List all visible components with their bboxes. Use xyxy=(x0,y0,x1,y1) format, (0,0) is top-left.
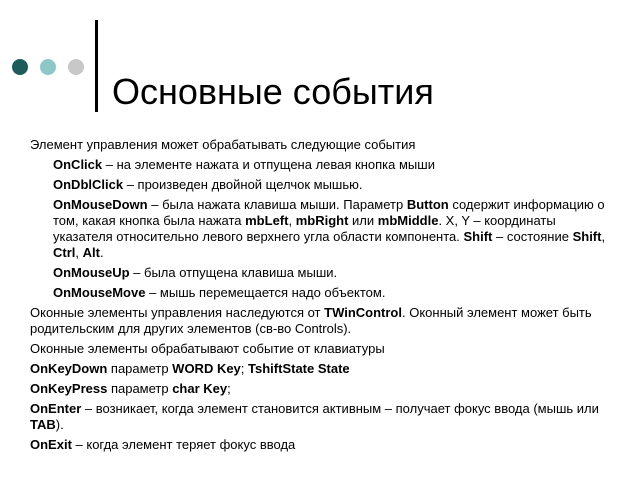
text-segment: или xyxy=(348,213,378,228)
text-segment: – когда элемент теряет фокус ввода xyxy=(71,437,296,452)
text-segment: ). xyxy=(55,417,64,432)
text-segment: Оконные элементы обрабатывают событие от клавиатуры xyxy=(30,341,385,356)
bold-term: Alt xyxy=(82,245,100,260)
bold-term: WORD Key xyxy=(172,361,241,376)
paragraph xyxy=(30,157,615,173)
bold-term: OnMouseMove xyxy=(53,285,146,300)
bold-term: TshiftState State xyxy=(248,361,350,376)
text-segment: ; xyxy=(227,381,231,396)
bold-term: OnDblClick xyxy=(53,177,124,192)
dot-1 xyxy=(12,59,28,75)
text-segment: параметр xyxy=(107,361,173,376)
decorative-dots xyxy=(12,59,84,75)
title-divider xyxy=(95,20,98,112)
bold-term: OnMouseUp xyxy=(53,265,130,280)
bold-term: OnEnter xyxy=(30,401,82,416)
bold-term: char Key xyxy=(172,381,228,396)
text-segment: – произведен двойной щелчок мышью. xyxy=(123,177,363,192)
bold-term: OnMouseDown xyxy=(53,197,148,212)
paragraph xyxy=(30,285,615,301)
bold-term: OnExit xyxy=(30,437,72,452)
paragraph xyxy=(30,361,615,377)
paragraph xyxy=(30,401,615,433)
bold-term: Button xyxy=(406,197,449,212)
bold-term: OnClick xyxy=(53,157,103,172)
slide-title: Основные события xyxy=(112,71,434,113)
bold-term: Shift xyxy=(463,229,493,244)
text-segment: . xyxy=(99,245,104,260)
text-segment: ; xyxy=(240,361,249,376)
text-segment: . X, Y – координаты указателя относительно левого верхнего угла области компонента. xyxy=(53,213,556,244)
text-segment: – была отпущена клавиша мыши. xyxy=(129,265,338,280)
text-segment: . Оконный элемент может быть родительским для других элементов (св-во Controls). xyxy=(30,305,592,336)
bold-term: OnKeyPress xyxy=(30,381,108,396)
paragraph xyxy=(30,265,615,281)
paragraph xyxy=(30,177,615,193)
text-segment: – возникает, когда элемент становится активным – получает фокус ввода (мышь или xyxy=(81,401,599,416)
text-segment: – на элементе нажата и отпущена левая кнопка мыши xyxy=(102,157,435,172)
paragraph xyxy=(30,197,615,261)
text-segment: Оконные элементы управления наследуются от xyxy=(30,305,325,320)
paragraph xyxy=(30,341,615,357)
bold-term: OnKeyDown xyxy=(30,361,108,376)
text-segment: содержит информацию о том, какая кнопка была нажата xyxy=(53,197,605,228)
bold-term: TWinControl xyxy=(324,305,402,320)
bold-term: mbMiddle xyxy=(377,213,439,228)
text-segment: – состояние xyxy=(492,229,573,244)
text-segment: , xyxy=(75,245,83,260)
bold-term: mbRight xyxy=(295,213,349,228)
bold-term: mbLeft xyxy=(245,213,289,228)
bold-term: Ctrl xyxy=(53,245,76,260)
text-segment: – мышь перемещается надо объектом. xyxy=(145,285,386,300)
slide-body xyxy=(30,137,615,457)
paragraph xyxy=(30,381,615,397)
text-segment: , xyxy=(288,213,296,228)
paragraph xyxy=(30,437,615,453)
text-segment: параметр xyxy=(107,381,173,396)
dot-3 xyxy=(68,59,84,75)
bold-term: Shift xyxy=(572,229,602,244)
paragraph xyxy=(30,137,615,153)
text-segment: Элемент управления может обрабатывать следующие события xyxy=(30,137,416,152)
paragraph xyxy=(30,305,615,337)
dot-2 xyxy=(40,59,56,75)
bold-term: TAB xyxy=(30,417,56,432)
text-segment: – была нажата клавиша мыши. Параметр xyxy=(147,197,407,212)
text-segment: , xyxy=(601,229,606,244)
